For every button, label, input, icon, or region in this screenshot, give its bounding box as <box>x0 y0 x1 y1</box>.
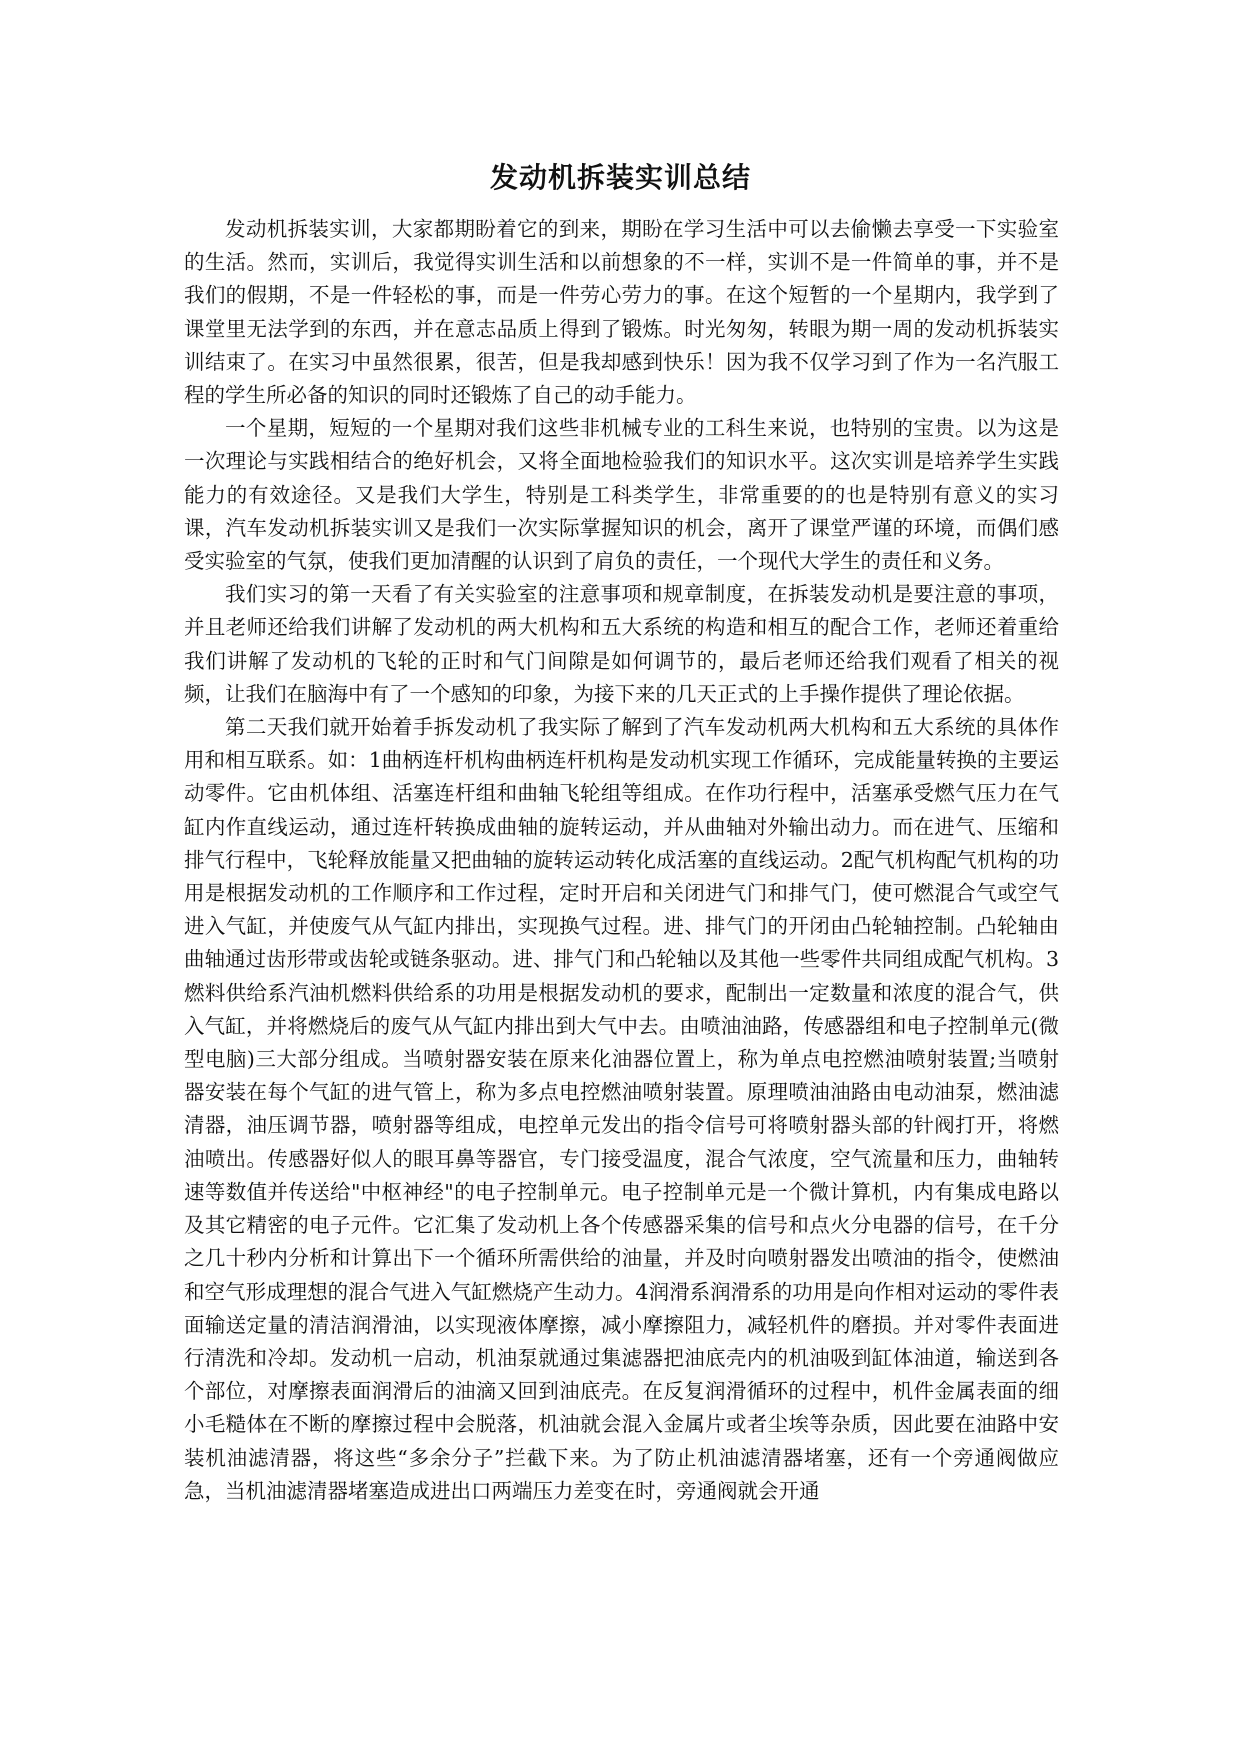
paragraph-day-two: 第二天我们就开始着手拆发动机了我实际了解到了汽车发动机两大机构和五大系统的具体作用和相互联系。如：1曲柄连杆机构曲柄连杆机构是发动机实现工作循环，完成能量转换的主要运动零件。它由机体组、活塞连杆组和曲轴飞轮组等组成。在作功行程中，活塞承受燃气压力在气缸内作直线运动，通过连杆转换成曲轴的旋转运动，并从曲轴对外输出动力。而在进气、压缩和排气行程中，飞轮释放能量又把曲轴的旋转运动转化成活塞的直线运动。2配气机构配气机构的功用是根据发动机的工作顺序和工作过程，定时开启和关闭进气门和排气门，使可燃混合气或空气进入气缸，并使废气从气缸内排出，实现换气过程。进、排气门的开闭由凸轮轴控制。凸轮轴由曲轴通过齿形带或齿轮或链条驱动。进、排气门和凸轮轴以及其他一些零件共同组成配气机构。3燃料供给系汽油机燃料供给系的功用是根据发动机的要求，配制出一定数量和浓度的混合气，供入气缸，并将燃烧后的废气从气缸内排出到大气中去。由喷油油路，传感器组和电子控制单元(微型电脑)三大部分组成。当喷射器安装在原来化油器位置上，称为单点电控燃油喷射装置;当喷射器安装在每个气缸的进气管上，称为多点电控燃油喷射装置。原理喷油油路由电动油泵，燃油滤清器，油压调节器，喷射器等组成，电控单元发出的指令信号可将喷射器头部的针阀打开，将燃油喷出。传感器好似人的眼耳鼻等器官，专门接受温度，混合气浓度，空气流量和压力，曲轴转速等数值并传送给"中枢神经"的电子控制单元。电子控制单元是一个微计算机，内有集成电路以及其它精密的电子元件。它汇集了发动机上各个传感器采集的信号和点火分电器的信号，在千分之几十秒内分析和计算出下一个循环所需供给的油量，并及时向喷射器发出喷油的指令，使燃油和空气形成理想的混合气进入气缸燃烧产生动力。4润滑系润滑系的功用是向作相对运动的零件表面输送定量的清洁润滑油，以实现液体摩擦，减小摩擦阻力，减轻机件的磨损。并对零件表面进行清洗和冷却。发动机一启动，机油泵就通过集滤器把油底壳内的机油吸到缸体油道，输送到各个部位，对摩擦表面润滑后的油滴又回到油底壳。在反复润滑循环的过程中，机件金属表面的细小毛糙体在不断的摩擦过程中会脱落，机油就会混入金属片或者尘埃等杂质，因此要在油路中安装机油滤清器，将这些“多余分子”拦截下来。为了防止机油滤清器堵塞，还有一个旁通阀做应急，当机油滤清器堵塞造成进出口两端压力差变在时，旁通阀就会开通 <box>184 715 1059 1503</box>
paragraph-week: 一个星期，短短的一个星期对我们这些非机械专业的工科生来说，也特别的宝贵。以为这是一次理论与实践相结合的绝好机会，又将全面地检验我们的知识水平。这次实训是培养学生实践能力的有效途径。又是我们大学生，特别是工科类学生，非常重要的的也是特别有意义的实习课，汽车发动机拆装实训又是我们一次实际掌握知识的机会，离开了课堂严谨的环境，而偶们感受实验室的气氛，使我们更加清醒的认识到了肩负的责任，一个现代大学生的责任和义务。 <box>184 416 1059 574</box>
paragraph-day-one: 我们实习的第一天看了有关实验室的注意事项和规章制度，在拆装发动机是要注意的事项，并且老师还给我们讲解了发动机的两大机构和五大系统的构造和相互的配合工作，老师还着重给我们讲解了发动机的飞轮的正时和气门间隙是如何调节的，最后老师还给我们观看了相关的视频，让我们在脑海中有了一个感知的印象，为接下来的几天正式的上手操作提供了理论依据。 <box>184 582 1059 706</box>
document-body <box>184 213 1059 1508</box>
document-title: 发动机拆装实训总结 <box>489 161 751 194</box>
paragraph-intro: 发动机拆装实训，大家都期盼着它的到来，期盼在学习生活中可以去偷懒去享受一下实验室的生活。然而，实训后，我觉得实训生活和以前想象的不一样，实训不是一件简单的事，并不是我们的假期，不是一件轻松的事，而是一件劳心劳力的事。在这个短暂的一个星期内，我学到了课堂里无法学到的东西，并在意志品质上得到了锻炼。时光匆匆，转眼为期一周的发动机拆装实训结束了。在实习中虽然很累，很苦，但是我却感到快乐！因为我不仅学习到了作为一名汽服工程的学生所必备的知识的同时还锻炼了自己的动手能力。 <box>184 217 1059 408</box>
